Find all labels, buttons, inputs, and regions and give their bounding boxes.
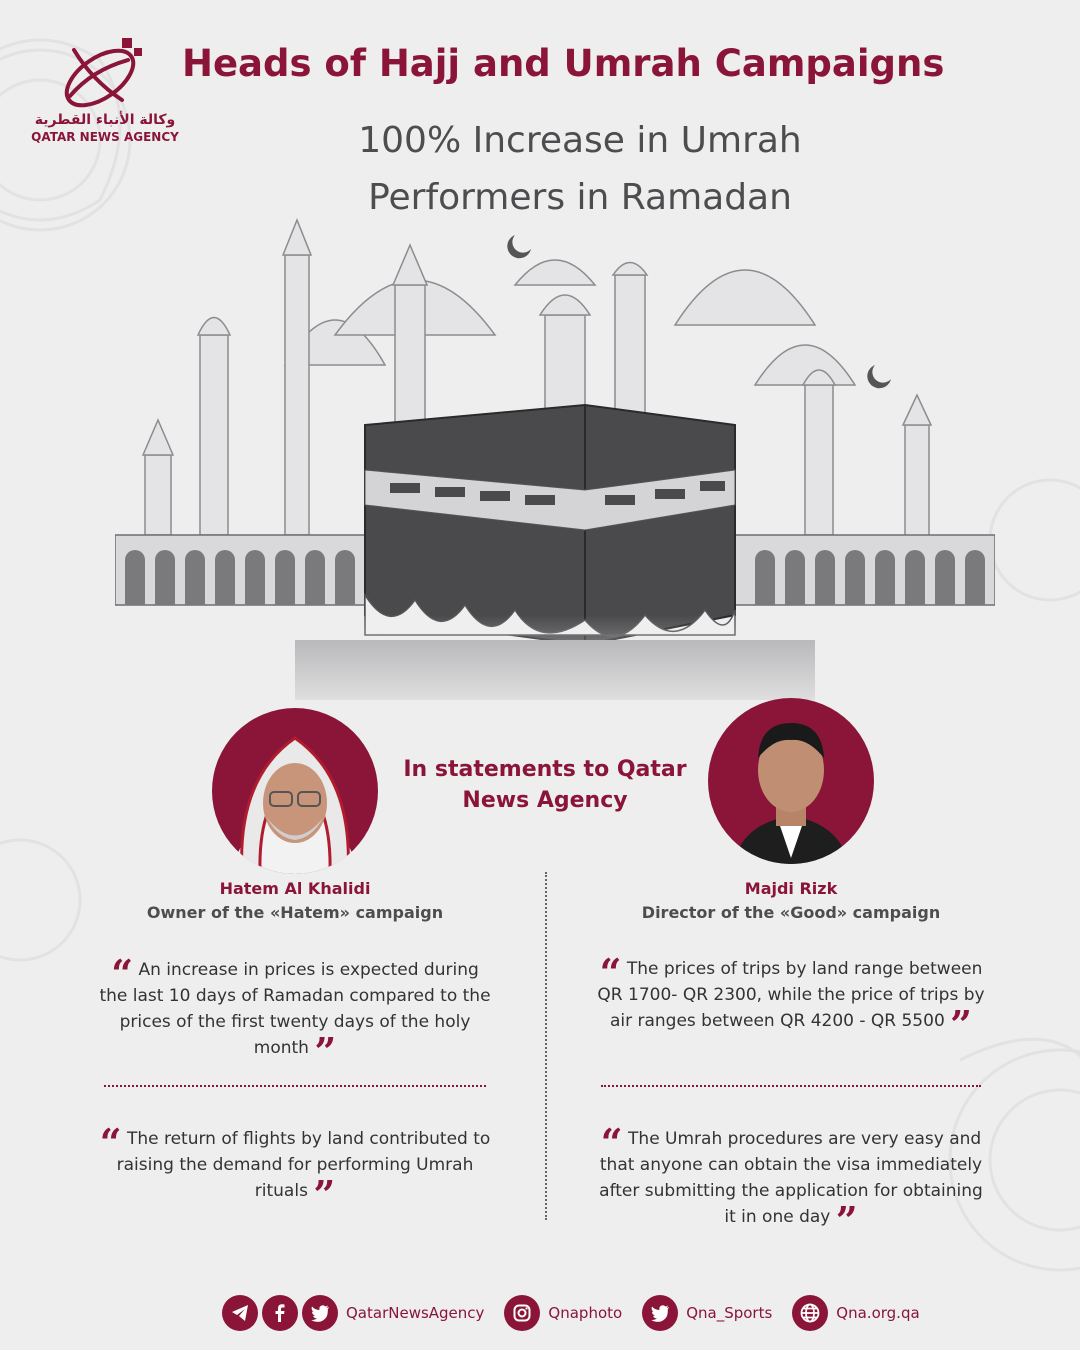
social-handle-instagram[interactable]: Qnaphoto [548, 1304, 623, 1322]
quote-text: The return of flights by land contributed to raising the demand for performing Umrah rituals [116, 1129, 491, 1201]
speaker-role-right: Director of the «Good» campaign [641, 903, 941, 922]
speaker-role-left: Owner of the «Hatem» campaign [146, 903, 444, 922]
speaker-name-right: Majdi Rizk [744, 879, 838, 898]
column-divider [545, 872, 547, 1220]
website-link[interactable]: Qna.org.qa [836, 1304, 920, 1322]
quote-separator-right [601, 1085, 981, 1087]
quote-text: The prices of trips by land range between QR 1700- QR 2300, while the price of trips by air ranges between QR 4200 - QR 5500 [597, 959, 985, 1031]
avatar-hatem-al-khalidi [212, 708, 378, 874]
quote-right-1 [591, 950, 991, 1047]
globe-icon[interactable] [792, 1295, 828, 1331]
open-quote-icon: “ [99, 1120, 122, 1165]
social-handle-main[interactable]: QatarNewsAgency [346, 1304, 485, 1322]
logo-english-text: QATAR NEWS AGENCY [31, 130, 179, 144]
quote-left-1 [95, 951, 495, 1074]
left-column [65, 878, 525, 926]
quote-right-2 [591, 1120, 991, 1243]
telegram-icon[interactable] [222, 1295, 258, 1331]
close-quote-icon: ” [313, 1172, 336, 1217]
page-subtitle: 100% Increase in Umrah Performers in Ramadan [358, 120, 802, 218]
qna-emblem-icon [52, 30, 152, 110]
quote-separator-left [104, 1085, 486, 1087]
facebook-icon[interactable] [262, 1295, 298, 1331]
close-quote-icon: ” [314, 1029, 337, 1074]
kaaba-illustration [115, 215, 995, 725]
open-quote-icon: “ [111, 951, 134, 996]
avatar-majdi-rizk [708, 698, 874, 864]
social-handle-sports[interactable]: Qna_Sports [686, 1304, 773, 1322]
quote-text: An increase in prices is expected during the last 10 days of Ramadan compared to the prices of the first twenty days of the holy month [99, 960, 491, 1058]
open-quote-icon: “ [599, 950, 622, 995]
quote-left-2 [95, 1120, 495, 1217]
right-column [561, 878, 1021, 926]
close-quote-icon: ” [950, 1002, 973, 1047]
kaaba-icon [365, 405, 735, 645]
statement-intro: In statements to Qatar News Agency [403, 757, 687, 813]
twitter-icon[interactable] [642, 1295, 678, 1331]
logo-arabic-text: وكالة الأنباء القطرية [34, 112, 176, 128]
close-quote-icon: ” [835, 1198, 858, 1243]
speaker-name-left: Hatem Al Khalidi [219, 879, 371, 898]
social-footer [222, 1294, 940, 1332]
page-title: Heads of Hajj and Umrah Campaigns [182, 42, 945, 85]
twitter-icon[interactable] [302, 1295, 338, 1331]
qna-logo [30, 30, 180, 144]
quote-text: The Umrah procedures are very easy and that anyone can obtain the visa immediately after submitting the application for obtaining it in one day [599, 1129, 983, 1227]
open-quote-icon: “ [600, 1120, 623, 1165]
instagram-icon[interactable] [504, 1295, 540, 1331]
